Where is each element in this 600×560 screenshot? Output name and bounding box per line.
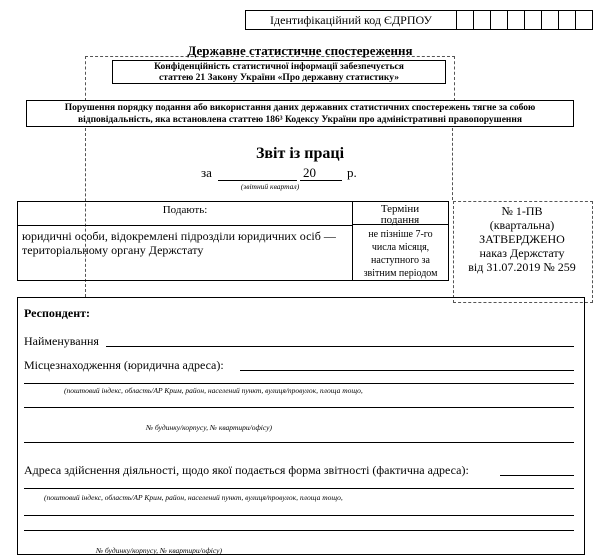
dashed-guide-right [452, 128, 453, 200]
terms-line: не пізніше 7-го [368, 229, 433, 240]
activity-input-line[interactable] [500, 475, 574, 476]
edrpou-digit-cell[interactable] [508, 11, 525, 29]
year-blank[interactable] [300, 180, 342, 181]
period-prefix: за [201, 165, 212, 180]
edrpou-digit-cell[interactable] [576, 11, 592, 29]
period-caption: (звітний квартал) [240, 182, 300, 191]
edrpou-digit-cell[interactable] [491, 11, 508, 29]
form-number: № 1-ПВ [501, 204, 543, 218]
activity-caption-1: (поштовий індекс, область/АР Крим, район, населений пункт, вулиця/провулок, площа тощо, [44, 493, 343, 502]
terms-text [352, 226, 448, 280]
form-info [453, 201, 591, 274]
terms-line: звітним періодом [363, 268, 438, 279]
terms-line: числа місяця, [371, 242, 430, 253]
terms-header-line-2: подання [380, 214, 420, 226]
address-caption-1: (поштовий індекс, область/АР Крим, район, населений пункт, вулиця/провулок, площа тощо, [64, 386, 363, 395]
activity-input-line-2[interactable] [24, 488, 574, 489]
form-order: наказ Держстату [479, 246, 565, 260]
submitters-column-header: Подають: [18, 202, 353, 226]
activity-input-line-3[interactable] [24, 515, 574, 516]
respondent-heading: Респондент: [24, 306, 90, 320]
terms-header-line-1: Терміни [380, 203, 420, 215]
edrpou-digit-cell[interactable] [542, 11, 559, 29]
confidentiality-line-2: статтею 21 Закону України «Про державну статистику» [159, 73, 399, 83]
name-label: Найменування [24, 334, 99, 348]
location-input-line-3[interactable] [24, 407, 574, 408]
terms-column-header [352, 202, 448, 225]
activity-address-label: Адреса здійснення діяльності, щодо якої подається форма звітності (фактична адреса): [24, 463, 469, 477]
quarter-blank[interactable] [218, 180, 297, 181]
activity-input-line-4[interactable] [24, 530, 574, 531]
form-date: від 31.07.2019 № 259 [468, 260, 576, 274]
submitters-table [17, 201, 449, 281]
period-suffix: р. [347, 165, 357, 180]
confidentiality-notice [112, 60, 446, 84]
edrpou-digit-cell[interactable] [525, 11, 542, 29]
edrpou-code-box [245, 10, 593, 30]
period-year: 20 [303, 165, 316, 180]
violation-line-1: Порушення порядку подання або використання даних державних статистичних спостережень тягне за собою [64, 103, 536, 113]
edrpou-digit-cell[interactable] [474, 11, 491, 29]
survey-title: Державне статистичне спостереження [187, 43, 413, 58]
respondent-section [17, 297, 585, 555]
reporting-period-line [200, 165, 400, 183]
terms-line: наступного за [371, 255, 430, 266]
location-input-line-4[interactable] [24, 442, 574, 443]
form-approved: ЗАТВЕРДЖЕНО [479, 232, 565, 246]
activity-caption-2: № будинку/корпусу, № квартири/офісу) [96, 546, 222, 555]
address-caption-2: № будинку/корпусу, № квартири/офісу) [146, 423, 272, 432]
report-title: Звіт із праці [255, 145, 345, 162]
edrpou-digit-cell[interactable] [457, 11, 474, 29]
location-input-line[interactable] [240, 370, 574, 371]
name-input-line[interactable] [106, 346, 574, 347]
form-periodicity: (квартальна) [489, 218, 555, 232]
location-label: Місцезнаходження (юридична адреса): [24, 358, 224, 372]
edrpou-digit-cell[interactable] [559, 11, 576, 29]
violation-notice [26, 100, 574, 127]
location-input-line-2[interactable] [24, 383, 574, 384]
submitters-text: юридичні особи, відокремлені підрозділи юридичних осіб — територіальному органу Держстату [22, 229, 336, 257]
confidentiality-line-1: Конфіденційність статистичної інформації забезпечується [154, 62, 404, 72]
edrpou-label: Ідентифікаційний код ЄДРПОУ [246, 11, 457, 29]
violation-line-2: відповідальність, яка встановлена статтею 186³ Кодексу України про адміністративні правопорушення [78, 115, 522, 125]
